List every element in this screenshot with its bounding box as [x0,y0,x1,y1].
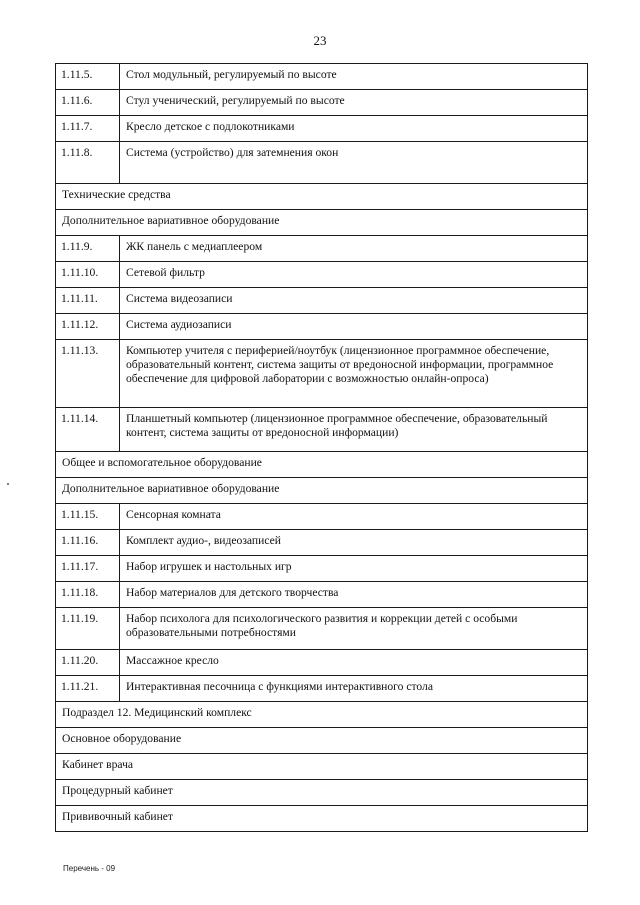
table-row [56,314,588,340]
item-number: 1.11.5. [56,64,120,90]
section-heading: Дополнительное вариативное оборудование [56,210,588,236]
item-number: 1.11.17. [56,556,120,582]
item-name: Компьютер учителя с периферией/ноутбук (лицензионное программное обеспечение, образовательный контент, система защиты от вредоносной информации, программное обеспечение для цифровой лаборатории с возможностью онлайн-опроса) [120,340,588,408]
item-number: 1.11.12. [56,314,120,340]
footer-label: Перечень - 09 [63,864,116,873]
item-number: 1.11.9. [56,236,120,262]
table-row [56,504,588,530]
item-name: ЖК панель с медиаплеером [120,236,588,262]
item-name: Набор материалов для детского творчества [120,582,588,608]
section-heading: Основное оборудование [56,728,588,754]
item-number: 1.11.13. [56,340,120,408]
item-number: 1.11.16. [56,530,120,556]
section-heading: Технические средства [56,184,588,210]
item-number: 1.11.21. [56,676,120,702]
item-name: Интерактивная песочница с функциями интерактивного стола [120,676,588,702]
table-row [56,608,588,650]
item-name: Система (устройство) для затемнения окон [120,142,588,184]
table-row [56,408,588,452]
table-row [56,142,588,184]
table-row [56,582,588,608]
table-row [56,116,588,142]
item-name: Система аудиозаписи [120,314,588,340]
section-heading: Подраздел 12. Медицинский комплекс [56,702,588,728]
section-heading: Кабинет врача [56,754,588,780]
item-number: 1.11.11. [56,288,120,314]
item-number: 1.11.18. [56,582,120,608]
item-number: 1.11.8. [56,142,120,184]
section-row [56,478,588,504]
section-row [56,806,588,832]
item-name: Массажное кресло [120,650,588,676]
section-row [56,702,588,728]
item-number: 1.11.6. [56,90,120,116]
table-row [56,676,588,702]
item-name: Набор психолога для психологического развития и коррекции детей с особыми образовательными потребностями [120,608,588,650]
scan-speck [7,483,9,485]
section-row [56,780,588,806]
item-name: Стул ученический, регулируемый по высоте [120,90,588,116]
section-heading: Процедурный кабинет [56,780,588,806]
page-number: 23 [313,33,327,48]
section-heading: Общее и вспомогательное оборудование [56,452,588,478]
equipment-table-body [56,64,588,832]
item-name: Набор игрушек и настольных игр [120,556,588,582]
section-heading: Дополнительное вариативное оборудование [56,478,588,504]
item-number: 1.11.20. [56,650,120,676]
section-row [56,754,588,780]
item-name: Стол модульный, регулируемый по высоте [120,64,588,90]
item-number: 1.11.19. [56,608,120,650]
table-row [56,340,588,408]
item-name: Комплект аудио-, видеозаписей [120,530,588,556]
table-row [56,556,588,582]
table-row [56,90,588,116]
item-name: Сенсорная комната [120,504,588,530]
section-row [56,184,588,210]
item-number: 1.11.14. [56,408,120,452]
item-name: Сетевой фильтр [120,262,588,288]
item-number: 1.11.10. [56,262,120,288]
table-row [56,236,588,262]
item-number: 1.11.7. [56,116,120,142]
table-row [56,650,588,676]
item-name: Планшетный компьютер (лицензионное программное обеспечение, образовательный контент, система защиты от вредоносной информации) [120,408,588,452]
equipment-table [55,63,588,832]
item-name: Кресло детское с подлокотниками [120,116,588,142]
section-row [56,452,588,478]
section-row [56,728,588,754]
table-row [56,530,588,556]
item-number: 1.11.15. [56,504,120,530]
table-row [56,262,588,288]
section-heading: Прививочный кабинет [56,806,588,832]
section-row [56,210,588,236]
item-name: Система видеозаписи [120,288,588,314]
table-row [56,288,588,314]
table-row [56,64,588,90]
